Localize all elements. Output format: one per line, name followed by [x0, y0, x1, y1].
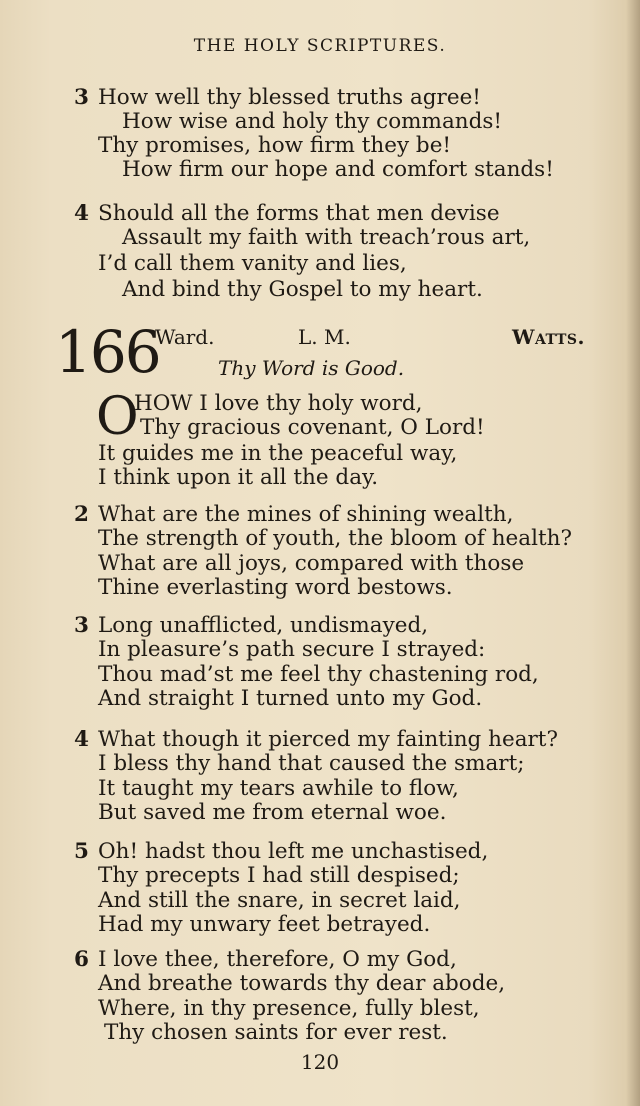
author: Watts. — [512, 325, 585, 349]
drop-cap: O — [96, 387, 139, 447]
verse-line: Assault my faith with treach’rous art, — [122, 225, 531, 250]
verse-line: Thou mad’st me feel thy chastening rod, — [98, 662, 539, 687]
verse-line: Thy chosen saints for ever rest. — [104, 1020, 448, 1045]
verse-line: Had my unwary feet betrayed. — [98, 912, 431, 937]
verse-line: In pleasure’s path secure I strayed: — [98, 637, 486, 662]
stanza-number: 5 — [74, 839, 89, 864]
tune-name: Ward. — [155, 325, 215, 349]
verse-line: I love thee, therefore, O my God, — [98, 947, 457, 972]
verse-line: Thy promises, how firm they be! — [98, 133, 452, 158]
verse-line: It taught my tears awhile to flow, — [98, 776, 459, 801]
verse-line: It guides me in the peaceful way, — [98, 441, 458, 466]
verse-line: But saved me from eternal woe. — [98, 800, 447, 825]
stanza-number: 3 — [74, 85, 89, 110]
meter: L. M. — [298, 325, 351, 349]
stanza-number: 3 — [74, 613, 89, 638]
verse-line: I bless thy hand that caused the smart; — [98, 751, 525, 776]
hymn-title: Thy Word is Good. — [218, 356, 405, 380]
stanza-number: 4 — [74, 727, 89, 752]
verse-line: Where, in thy presence, fully blest, — [98, 996, 480, 1021]
verse-line: Thy gracious covenant, O Lord! — [140, 415, 485, 440]
verse-line: Oh! hadst thou left me unchastised, — [98, 839, 489, 864]
verse-line: I’d call them vanity and lies, — [98, 251, 407, 276]
verse-line: And bind thy Gospel to my heart. — [122, 277, 483, 302]
verse-line: Thine everlasting word bestows. — [98, 575, 453, 600]
running-head: THE HOLY SCRIPTURES. — [193, 36, 447, 56]
stanza-number: 2 — [74, 502, 89, 527]
verse-line: Long unafflicted, undismayed, — [98, 613, 429, 638]
verse-line: And still the snare, in secret laid, — [98, 888, 461, 913]
verse-line: How well thy blessed truths agree! — [98, 85, 481, 110]
verse-line: Thy precepts I had still despised; — [98, 863, 460, 888]
stanza-number: 6 — [74, 947, 89, 972]
verse-line: What are all joys, compared with those — [98, 551, 525, 576]
hymn-number: 166 — [55, 318, 160, 386]
page-number: 120 — [300, 1050, 340, 1074]
verse-line: And straight I turned unto my God. — [98, 686, 483, 711]
verse-line: I think upon it all the day. — [98, 465, 379, 490]
verse-line: Should all the forms that men devise — [98, 201, 500, 226]
verse-line: How wise and holy thy commands! — [122, 109, 503, 134]
verse-line: How firm our hope and comfort stands! — [122, 157, 554, 182]
stanza-number: 4 — [74, 201, 89, 226]
verse-line: What are the mines of shining wealth, — [98, 502, 514, 527]
verse-line: The strength of youth, the bloom of health? — [98, 526, 572, 551]
verse-line: What though it pierced my fainting heart? — [98, 727, 558, 752]
verse-line: And breathe towards thy dear abode, — [98, 971, 506, 996]
page-spine-shadow — [626, 0, 640, 1106]
verse-line: HOW I love thy holy word, — [134, 391, 423, 416]
